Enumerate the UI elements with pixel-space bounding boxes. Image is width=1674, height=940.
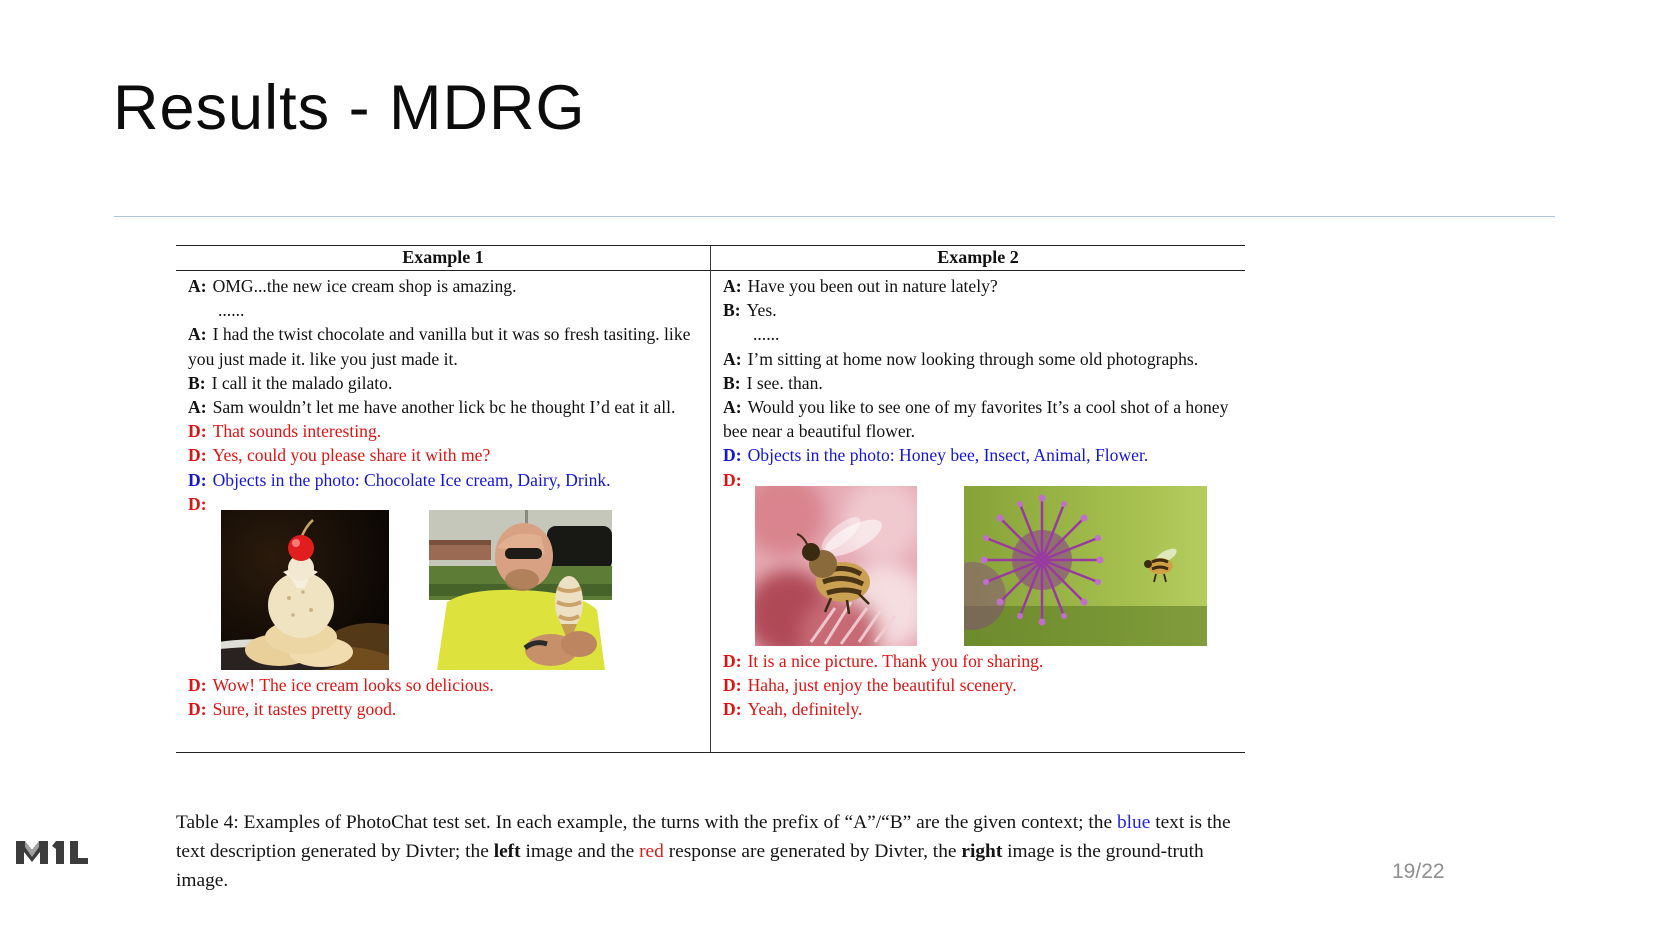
example1-cell xyxy=(176,271,710,753)
turn-text: Sam wouldn’t let me have another lick bc he thought I’d eat it all. xyxy=(212,397,676,418)
turn-text: I had the twist chocolate and vanilla but it was so fresh tasiting. like you just made it. like you just made it. xyxy=(188,324,691,369)
turn-text: That sounds interesting. xyxy=(212,421,382,442)
dialogue-turn-generated xyxy=(188,419,702,443)
turn-text: ...... xyxy=(753,324,780,345)
speaker-prefix: B: xyxy=(723,372,741,393)
speaker-prefix: D: xyxy=(723,675,742,696)
turn-text: It is a nice picture. Thank you for sharing. xyxy=(747,650,1044,671)
dialogue-turn xyxy=(188,274,702,298)
speaker-prefix: D: xyxy=(188,469,207,490)
dialogue-turn-generated xyxy=(723,649,1237,673)
dialogue-turn-description xyxy=(723,443,1237,467)
speaker-prefix: D: xyxy=(188,445,207,466)
speaker-prefix: A: xyxy=(188,397,207,418)
man-eating-ice-cream-photo xyxy=(429,510,612,670)
speaker-prefix: B: xyxy=(723,300,741,321)
dialogue-turn xyxy=(723,274,1237,298)
caption-word-left: left xyxy=(493,840,521,862)
dialogue-ellipsis xyxy=(188,298,702,322)
dialogue-turn xyxy=(723,298,1237,322)
dialogue-turn-generated xyxy=(723,697,1237,721)
speaker-prefix: A: xyxy=(723,276,742,296)
mil-logo xyxy=(16,836,88,871)
caption-word-blue: blue xyxy=(1116,812,1151,834)
turn-text: ...... xyxy=(218,300,245,321)
example2-header: Example 2 xyxy=(710,246,1245,271)
title-divider xyxy=(114,216,1555,217)
ice-cream-dessert-photo xyxy=(221,510,389,670)
speaker-prefix: A: xyxy=(188,324,207,345)
turn-text: Sure, it tastes pretty good. xyxy=(212,699,397,720)
speaker-prefix: A: xyxy=(188,276,207,296)
dialogue-turn xyxy=(188,322,702,370)
turn-text: I see. than. xyxy=(746,372,823,393)
examples-table xyxy=(176,245,1245,753)
caption-text: text is the text description generated by Divter; the xyxy=(176,812,1231,862)
speaker-prefix: D: xyxy=(723,699,742,720)
speaker-prefix: A: xyxy=(723,397,742,418)
mil-logo-icon xyxy=(16,836,88,866)
turn-text: Yes. xyxy=(746,300,777,321)
dialogue-turn-generated xyxy=(188,673,702,697)
caption-word-right: right xyxy=(961,840,1003,862)
speaker-prefix: D: xyxy=(188,699,207,720)
page-title: Results - MDRG xyxy=(113,73,586,143)
dialogue-turn-generated xyxy=(188,443,702,467)
dialogue-turn-generated xyxy=(188,697,702,721)
speaker-prefix: D: xyxy=(188,421,207,442)
turn-text: OMG...the new ice cream shop is amazing. xyxy=(212,276,517,296)
page-number: 19/22 xyxy=(1392,860,1445,883)
dialogue-turn-description xyxy=(188,468,702,492)
example2-cell xyxy=(710,271,1245,753)
speaker-prefix: D: xyxy=(188,493,207,514)
turn-text: Haha, just enjoy the beautiful scenery. xyxy=(747,675,1017,696)
turn-text: Wow! The ice cream looks so delicious. xyxy=(212,675,494,696)
turn-text: Objects in the photo: Honey bee, Insect, Animal, Flower. xyxy=(747,445,1149,466)
dialogue-turn xyxy=(188,395,702,419)
speaker-prefix: D: xyxy=(723,650,742,671)
turn-text: Would you like to see one of my favorites It’s a cool shot of a honey bee near a beautiful flower. xyxy=(723,397,1229,442)
speaker-prefix: D: xyxy=(188,675,207,696)
turn-text: Yeah, definitely. xyxy=(747,699,863,720)
caption-text: image is the ground-truth image. xyxy=(176,840,1204,891)
caption-word-red: red xyxy=(639,840,664,862)
dialogue-turn-generated xyxy=(723,673,1237,697)
dialogue-turn xyxy=(723,371,1237,395)
turn-text: I call it the malado gilato. xyxy=(211,372,393,393)
speaker-prefix: B: xyxy=(188,372,206,393)
speaker-prefix: D: xyxy=(723,445,742,466)
turn-text: I’m sitting at home now looking through some old photographs. xyxy=(747,348,1199,369)
speaker-prefix: D: xyxy=(723,469,742,490)
turn-text: Have you been out in nature lately? xyxy=(747,276,998,296)
dialogue-ellipsis xyxy=(723,322,1237,346)
example1-photo-row xyxy=(221,510,702,670)
turn-text: Yes, could you please share it with me? xyxy=(212,445,491,466)
dialogue-turn xyxy=(188,371,702,395)
speaker-prefix: A: xyxy=(723,348,742,369)
caption-text: Table 4: Examples of PhotoChat test set. In each example, the turns with the prefix of “A”/“B” are the given context; the xyxy=(176,812,1117,834)
allium-flower-photo xyxy=(964,486,1207,646)
bee-on-flower-photo xyxy=(755,486,917,646)
caption-text: response are generated by Divter, the xyxy=(663,840,962,862)
turn-text: Objects in the photo: Chocolate Ice cream, Dairy, Drink. xyxy=(212,469,611,490)
dialogue-turn xyxy=(723,395,1237,443)
caption-text: image and the xyxy=(520,840,640,862)
table-caption xyxy=(176,809,1248,895)
example2-photo-row xyxy=(755,486,1237,646)
dialogue-turn xyxy=(723,347,1237,371)
example1-header: Example 1 xyxy=(176,246,710,271)
